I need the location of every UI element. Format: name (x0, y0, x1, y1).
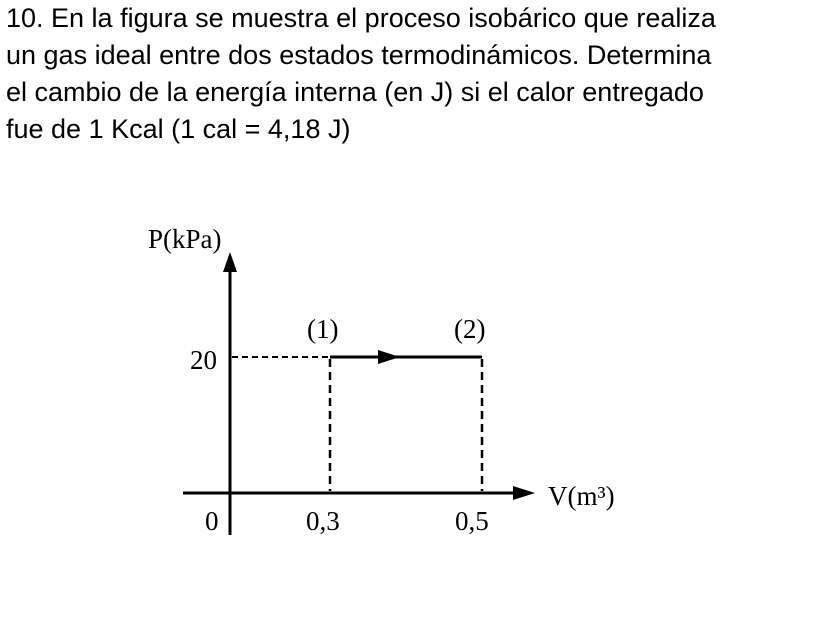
problem-line-3: el cambio de la energía interna (en J) si el calor entregado (6, 77, 704, 107)
problem-line-1: 10. En la figura se muestra el proceso isobárico que realiza (6, 3, 716, 33)
state-1-label: (1) (307, 314, 339, 344)
process-direction-arrowhead (378, 350, 400, 364)
volume-tick-label-1: 0,3 (306, 506, 340, 536)
origin-label: 0 (205, 506, 219, 536)
x-axis-arrowhead (513, 486, 535, 500)
state-2-label: (2) (454, 314, 486, 344)
problem-line-4: fue de 1 Kcal (1 cal = 4,18 J) (6, 114, 351, 144)
pressure-tick-label: 20 (190, 345, 217, 375)
volume-tick-label-2: 0,5 (455, 506, 489, 536)
problem-line-2: un gas ideal entre dos estados termodinámicos. Determina (6, 40, 712, 70)
x-axis-label: V(m³) (548, 481, 615, 511)
y-axis-arrowhead (223, 252, 237, 272)
y-axis-label: P(kPa) (148, 224, 222, 254)
